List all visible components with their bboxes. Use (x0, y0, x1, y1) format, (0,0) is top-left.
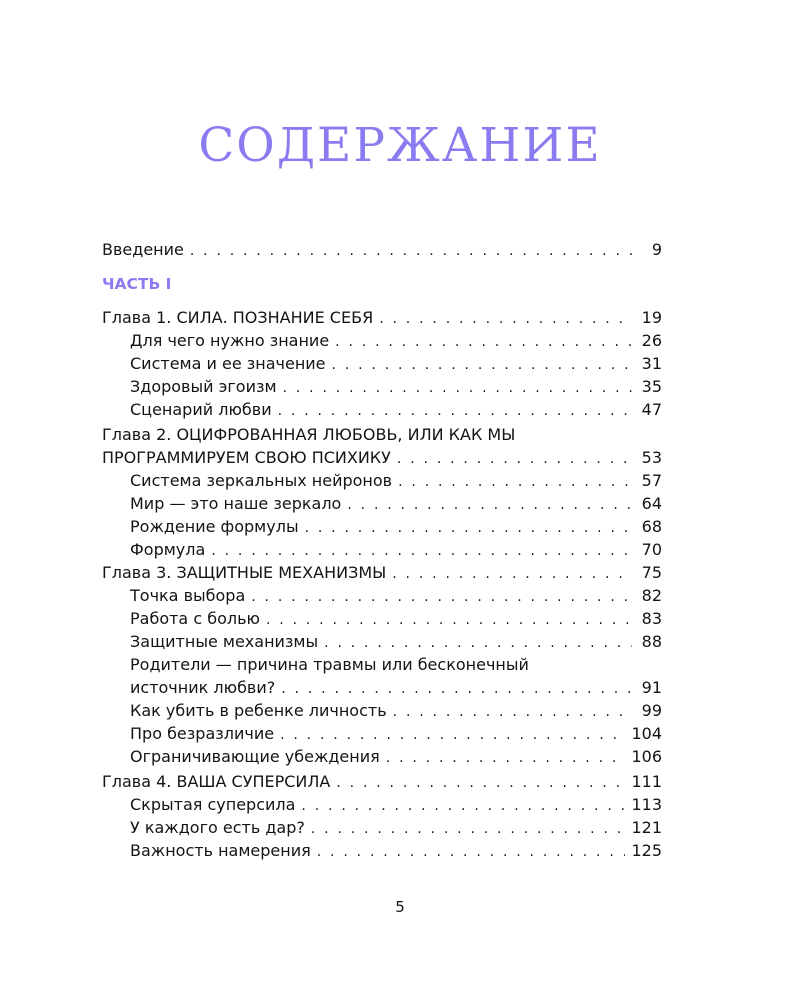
toc-entry-label: У каждого есть дар? (130, 818, 305, 837)
toc-entry-label: Важность намерения (130, 841, 311, 860)
toc-page-number: 53 (641, 448, 662, 467)
toc-chapter-2-line1[interactable]: Глава 2. ОЦИФРОВАННАЯ ЛЮБОВЬ, ИЛИ КАК МЫ (102, 425, 516, 444)
toc-entry-label: Система и ее значение (130, 354, 326, 373)
toc-page-number: 70 (641, 540, 662, 559)
toc-entry-label: Скрытая суперсила (130, 795, 296, 814)
toc-page-number: 47 (641, 400, 662, 419)
toc-subentry[interactable] (102, 745, 662, 768)
leader-dots (301, 795, 625, 818)
toc-subentry[interactable] (102, 375, 662, 398)
leader-dots (336, 772, 625, 795)
toc-entry-label: Защитные механизмы (130, 632, 319, 651)
toc-entry-label: Мир — это наше зеркало (130, 494, 342, 513)
toc-subentry[interactable] (102, 584, 662, 607)
toc-entry-label: Работа с болью (130, 609, 260, 628)
toc-page-number: 64 (641, 494, 662, 513)
toc-entry-label: Как убить в ребенке личность (130, 701, 387, 720)
leader-dots (281, 678, 632, 701)
leader-dots (283, 377, 632, 400)
toc-page-number: 113 (631, 795, 662, 814)
toc-subentry[interactable] (102, 676, 662, 699)
leader-dots (398, 471, 632, 494)
toc-entry-label: Сценарий любви (130, 400, 272, 419)
toc-chapter-2[interactable] (102, 446, 662, 469)
toc-subentry[interactable] (102, 816, 662, 839)
leader-dots (335, 331, 632, 354)
toc-page-number: 31 (641, 354, 662, 373)
toc-page-number: 75 (641, 563, 662, 582)
toc-entry-label: Для чего нужно знание (130, 331, 330, 350)
toc-page-number: 68 (641, 517, 662, 536)
toc-subentry[interactable] (102, 398, 662, 421)
toc-subentry[interactable] (102, 538, 662, 561)
toc-subentry[interactable] (102, 607, 662, 630)
toc-page-number: 111 (631, 772, 662, 791)
toc-entry-label: Введение (102, 240, 184, 259)
toc-page-number: 121 (631, 818, 662, 837)
toc-subentry[interactable] (102, 352, 662, 375)
toc-entry-label: Про безразличие (130, 724, 275, 743)
leader-dots (332, 354, 632, 377)
leader-dots (280, 724, 625, 747)
leader-dots (311, 818, 626, 841)
toc-subentry[interactable] (102, 630, 662, 653)
leader-dots (305, 517, 632, 540)
leader-dots (397, 448, 632, 471)
page-title: СОДЕРЖАНИЕ (198, 118, 602, 173)
toc-entry-label: Формула (130, 540, 206, 559)
leader-dots (379, 308, 632, 331)
table-of-contents (102, 238, 662, 862)
leader-dots (392, 563, 632, 586)
part-heading: ЧАСТЬ I (102, 275, 172, 293)
page-number: 5 (395, 898, 405, 916)
toc-entry-label: Глава 1. СИЛА. ПОЗНАНИЕ СЕБЯ (102, 308, 374, 327)
leader-dots (190, 240, 632, 263)
leader-dots (324, 632, 632, 655)
toc-subentry[interactable] (102, 515, 662, 538)
toc-subentry[interactable] (102, 492, 662, 515)
toc-page-number: 125 (631, 841, 662, 860)
toc-entry-label: Система зеркальных нейронов (130, 471, 393, 490)
toc-entry-label: Глава 3. ЗАЩИТНЫЕ МЕХАНИЗМЫ (102, 563, 387, 582)
toc-subentry-line1[interactable]: Родители — причина травмы или бесконечный (130, 655, 529, 674)
toc-entry-label: Рождение формулы (130, 517, 299, 536)
leader-dots (251, 586, 632, 609)
leader-dots (393, 701, 632, 724)
toc-subentry[interactable] (102, 722, 662, 745)
leader-dots (386, 747, 626, 770)
toc-chapter-4[interactable] (102, 770, 662, 793)
leader-dots (278, 400, 632, 423)
toc-page-number: 91 (641, 678, 662, 697)
toc-chapter-3[interactable] (102, 561, 662, 584)
toc-entry-label: ПРОГРАММИРУЕМ СВОЮ ПСИХИКУ (102, 448, 391, 467)
toc-page-number: 35 (641, 377, 662, 396)
toc-entry-label: источник любви? (130, 678, 276, 697)
toc-subentry[interactable] (102, 329, 662, 352)
toc-page-number: 83 (641, 609, 662, 628)
toc-page-number: 9 (651, 240, 662, 259)
toc-page-number: 88 (641, 632, 662, 651)
toc-entry-label: Ограничивающие убеждения (130, 747, 380, 766)
toc-subentry[interactable] (102, 793, 662, 816)
toc-entry-label: Точка выбора (130, 586, 246, 605)
toc-page-number: 26 (641, 331, 662, 350)
leader-dots (211, 540, 632, 563)
leader-dots (266, 609, 632, 632)
toc-page-number: 104 (631, 724, 662, 743)
leader-dots (347, 494, 632, 517)
toc-subentry[interactable] (102, 839, 662, 862)
toc-entry-intro[interactable] (102, 238, 662, 261)
toc-entry-label: Здоровый эгоизм (130, 377, 277, 396)
toc-page-number: 57 (641, 471, 662, 490)
toc-chapter-1[interactable] (102, 306, 662, 329)
toc-page-number: 106 (631, 747, 662, 766)
toc-subentry[interactable] (102, 699, 662, 722)
toc-page-number: 99 (641, 701, 662, 720)
toc-subentry[interactable] (102, 469, 662, 492)
toc-page-number: 19 (641, 308, 662, 327)
leader-dots (317, 841, 626, 864)
toc-entry-label: Глава 4. ВАША СУПЕРСИЛА (102, 772, 331, 791)
toc-page-number: 82 (641, 586, 662, 605)
